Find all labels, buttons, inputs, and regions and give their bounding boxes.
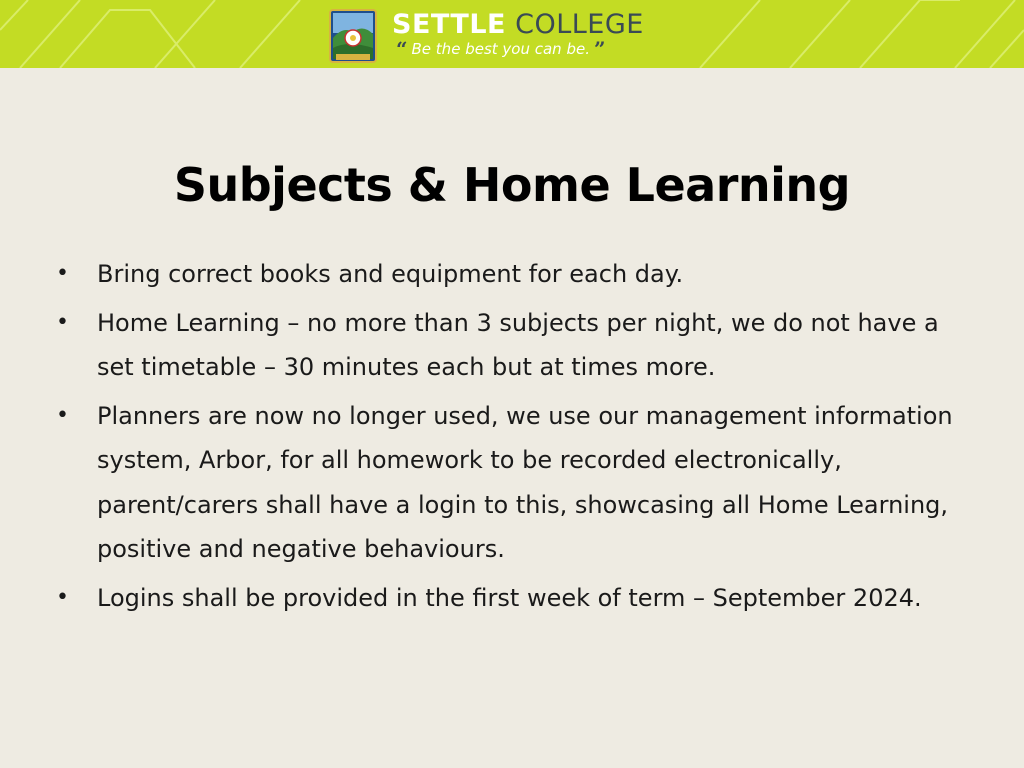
close-quote-icon: ”	[593, 37, 606, 61]
bullet-item	[56, 252, 976, 297]
school-crest-icon	[328, 8, 378, 64]
bullet-item	[56, 394, 976, 572]
bullet-text: Logins shall be provided in the first week of term – September 2024.	[97, 583, 922, 612]
bullet-dot-icon: •	[56, 584, 69, 610]
bullet-dot-icon: •	[56, 261, 69, 286]
bullet-text: Planners are now no longer used, we use our management information system, Arbor, for all homework to be recorded electronically, parent/carers shall have a login to this, showcasing all Home Learning, positive and negative behaviours.	[97, 401, 953, 563]
slide-title: Subjects & Home Learning	[173, 158, 851, 212]
tagline-text: Be the best you can be.	[411, 40, 590, 58]
bullet-list	[56, 252, 976, 624]
open-quote-icon: “	[396, 37, 408, 61]
bullet-dot-icon: •	[56, 309, 69, 335]
tagline	[392, 37, 644, 61]
school-name-settle: SETTLE	[392, 9, 506, 40]
header-banner	[0, 0, 1024, 68]
bullet-item	[56, 576, 976, 621]
logo-group	[328, 8, 644, 64]
bullet-item	[56, 301, 976, 390]
bullet-text: Bring correct books and equipment for each day.	[97, 260, 684, 288]
school-name	[392, 10, 644, 40]
brand	[392, 9, 644, 61]
bullet-text: Home Learning – no more than 3 subjects per night, we do not have a set timetable – 30 minutes each but at times more.	[97, 308, 939, 381]
school-name-college: COLLEGE	[515, 9, 644, 40]
bullet-dot-icon: •	[56, 402, 69, 428]
